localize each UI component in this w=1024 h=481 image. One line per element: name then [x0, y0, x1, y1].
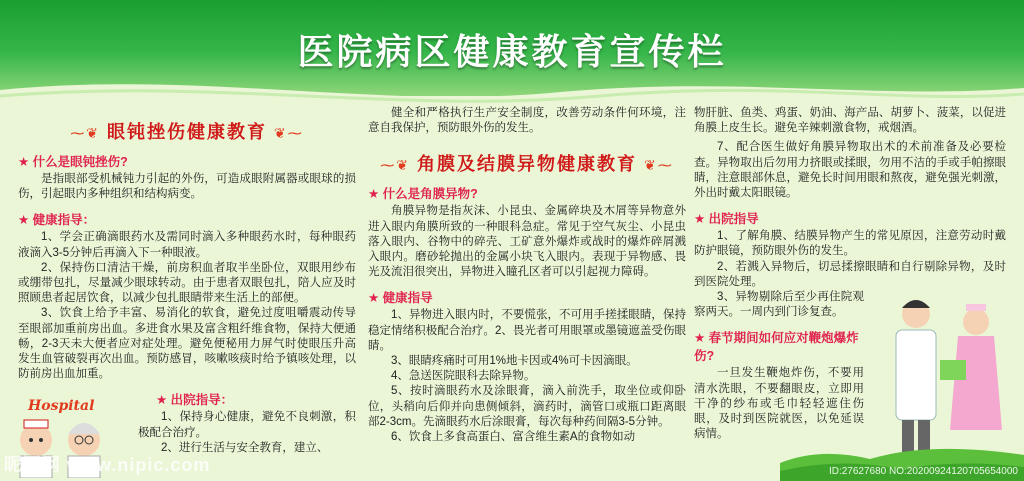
list-item: 3、异物剔除后至少再住院观察两天。一周内到门诊复查。: [694, 291, 864, 319]
ornament-right-icon: ❦⁓: [274, 125, 304, 141]
list-item: 1、保持身心健康，避免不良刺激，积极配合治疗。: [138, 411, 356, 439]
guidance-heading: ★ 健康指导: [368, 291, 433, 306]
question-heading: ★ 什么是眼钝挫伤?: [18, 155, 128, 169]
guidance-heading: ★ 健康指导：: [18, 213, 96, 228]
list-item: 2、保持伤口清洁干燥，前房积血者取半坐卧位，双眼用纱布或绷带包扎，尽量减少眼球转动。由于患者双眼包扎，陪人应及时照顾患者起居饮食，以减少包扎眼睛带来生活上的部便。: [18, 261, 356, 305]
heading-text: 眼钝挫伤健康教育: [107, 122, 267, 142]
column-corneal-foreign-body: [368, 104, 686, 481]
list-item: 1、学会正确滴眼药水及需同时滴入多种眼药水时，每种眼药液滴入3-5分钟后再滴入下一种眼液。: [18, 231, 356, 259]
list-item: 2、若溅入异物后，切忌揉擦眼睛和自行剔除异物，及时到医院处理。: [694, 260, 1006, 288]
hospital-logo: Hospital: [28, 398, 95, 414]
question-heading: ★ 春节期间如何应对鞭炮爆炸伤?: [694, 331, 859, 364]
paragraph-continuation: 健全和严格执行生产安全制度，改善劳动条件何环境，注意自我保护，预防眼外伤的发生。: [368, 107, 686, 135]
ornament-left-icon: ⁓❦: [380, 157, 410, 174]
section-heading-eye-contusion: [18, 118, 356, 144]
list-item: 3、饮食上给予丰富、易消化的软食，避免过度咀嚼震动传导至眼部加重前房出血。多进食水果及富含粗纤维食物，保持大便通畅，2-3天未大便者应对症处理。避免便秘用力屏气时使眼压升高发生血管破裂再次出血。预防感冒，咳嗽咳痰时给予镇咳处理，以防前房出血加重。: [18, 307, 356, 381]
list-item: 3、眼睛疼痛时可用1%地卡因或4%可卡因滴眼。: [391, 355, 638, 368]
page-title: 医院病区健康教育宣传栏: [297, 32, 727, 73]
paragraph: 一旦发生鞭炮炸伤，不要用清水洗眼，不要翻眼皮，立即用干净的纱布或毛巾轻轻遮住伤眼，及时到医院就医，以免延误病情。: [694, 367, 864, 441]
list-item: 2、进行生活与安全教育，建立、: [161, 441, 329, 454]
heading-text: 角膜及结膜异物健康教育: [417, 154, 637, 175]
section-heading-corneal: [368, 150, 686, 176]
question-heading: ★ 什么是角膜异物?: [368, 187, 478, 202]
list-item: 7、配合医生做好角膜异物取出术的术前准备及必要检查。异物取出后勿用力挤眼或揉眼，勿用不洁的手或手帕擦眼睛，注意眼部休息，避免长时间用眼和熬夜，避免强光刺激，外出时戴太阳眼镜。: [694, 141, 1006, 200]
watermark-site: 昵图网 www.nipic.com: [4, 455, 211, 475]
watermark-id: ID:27627680 NO:20200924120705654000: [828, 466, 1018, 477]
ornament-left-icon: ⁓❦: [70, 125, 100, 141]
list-item: 1、异物进入眼内时，不要慌张，不可用手搓揉眼睛，保持稳定情绪积极配合治疗。2、畏光者可用眼罩或墨镜遮盖受伤眼睛。: [368, 309, 686, 352]
list-item: 5、按时滴眼药水及涂眼膏，滴入前洗手，取坐位或仰卧位，头稍向后仰并向患侧倾斜，滴药时，滴管口或瓶口距离眼部2-3cm。先滴眼药水后涂眼膏，每次每种药间隔3-5分钟。: [368, 385, 686, 428]
list-item: 4、急送医院眼科去除异物。: [391, 370, 536, 383]
paragraph-continuation: 物肝脏、鱼类、鸡蛋、奶油、海产品、胡萝卜、菠菜，以促进角膜上皮生长。避免辛辣刺激食物，戒烟酒。: [694, 107, 1006, 135]
list-item: 1、了解角膜、结膜异物产生的常见原因，注意劳动时戴防护眼镜，预防眼外伤的发生。: [694, 230, 1006, 258]
ornament-right-icon: ❦⁓: [644, 157, 674, 174]
paragraph: 是指眼部受机械钝力引起的外伤，可造成眼附属器或眼球的损伤，引起眼内多种组织和结构病变。: [18, 173, 356, 201]
list-item: 6、饮食上多食高蛋白、富含维生素A的食物如动: [391, 431, 636, 444]
paragraph: 角膜异物是指灰沫、小昆虫、金属碎块及木屑等异物意外进入眼内角膜所致的一种眼科急症。常见于空气灰尘、小昆虫落入眼内、谷物中的碎壳、工矿意外爆炸或战时的爆炸碎屑溅入眼内。磨砂轮抛出的金属小块飞入眼内。表现于异物感、畏光及流泪很突出，异物进入瞳孔区者可以引起视力障碍。: [368, 205, 686, 279]
discharge-heading: ★ 出院指导: [694, 212, 759, 227]
discharge-heading: ★ 出院指导：: [156, 393, 234, 408]
